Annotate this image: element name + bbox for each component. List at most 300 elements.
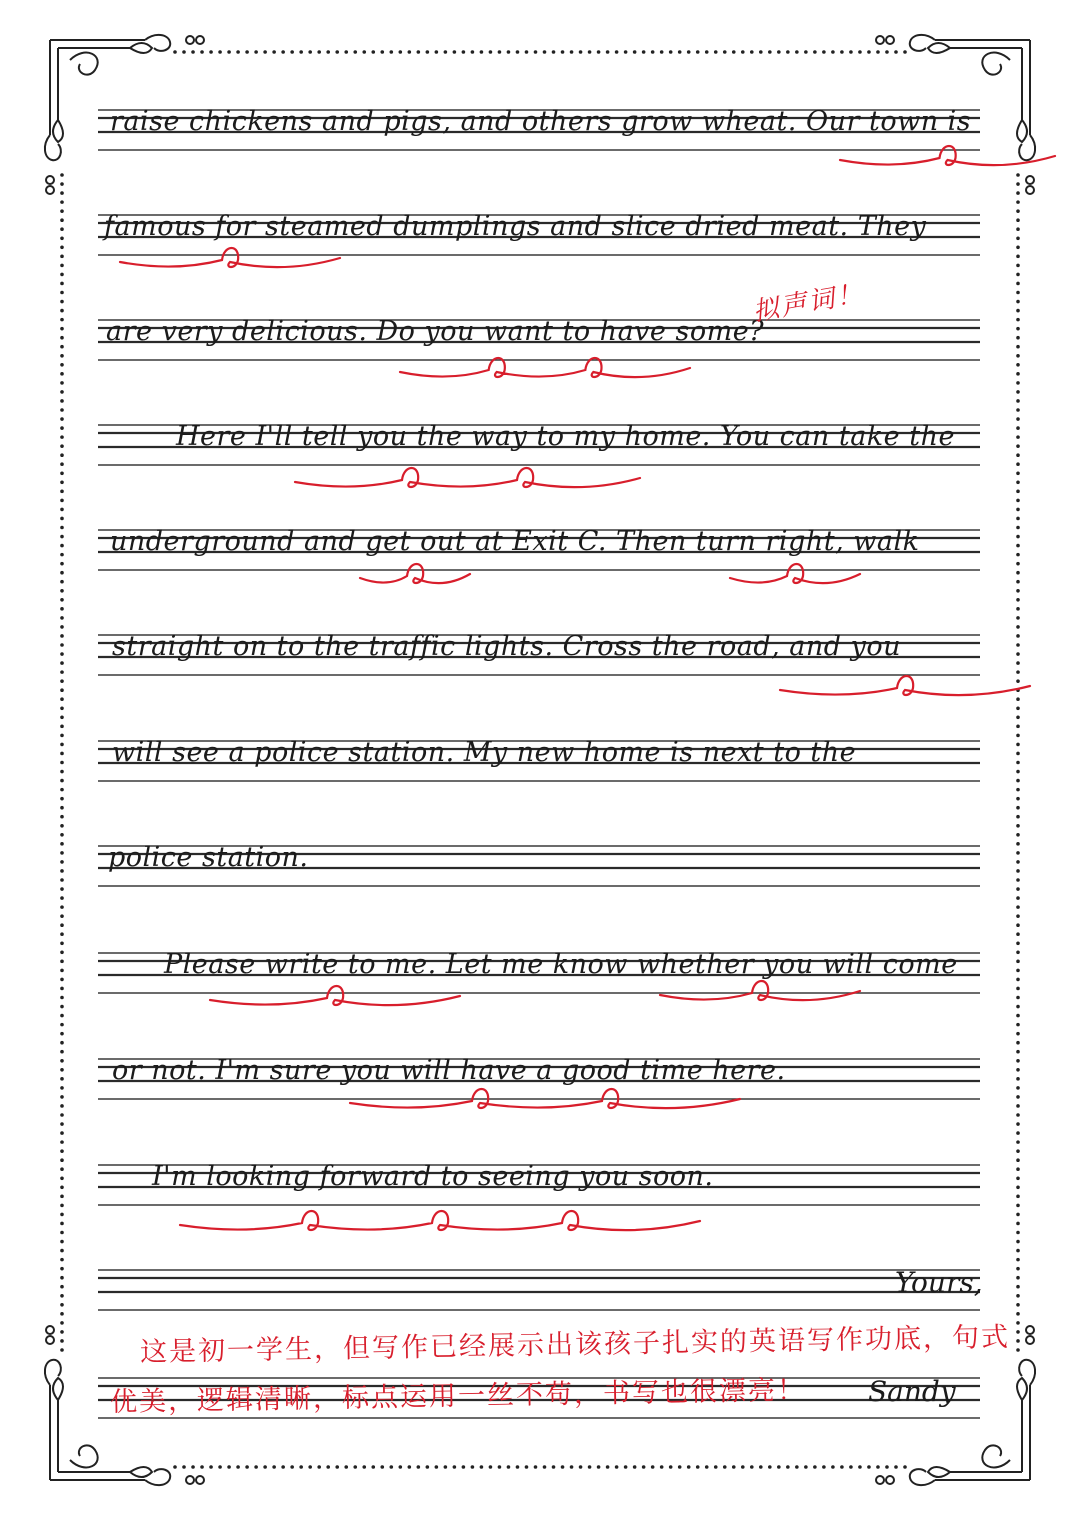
border-dot — [1016, 435, 1020, 439]
border-dot — [209, 1465, 213, 1469]
border-dot — [60, 453, 64, 457]
ornament-ring — [1026, 186, 1034, 194]
border-dot — [399, 50, 403, 54]
border-dot — [60, 508, 64, 512]
border-dot — [389, 1465, 393, 1469]
border-dot — [60, 562, 64, 566]
border-dot — [732, 1465, 736, 1469]
border-dot — [60, 399, 64, 403]
border-dot — [1016, 1023, 1020, 1027]
border-dot — [1016, 1149, 1020, 1153]
border-dot — [480, 50, 484, 54]
border-dot — [1016, 508, 1020, 512]
border-dot — [489, 50, 493, 54]
border-dot — [552, 1465, 556, 1469]
red-correction-underline — [120, 248, 340, 267]
ornament-ring — [186, 1476, 194, 1484]
border-dot — [642, 50, 646, 54]
border-dot — [1016, 1077, 1020, 1081]
border-dot — [344, 1465, 348, 1469]
letter-line: raise chickens and pigs, and others grow wheat. Our town is — [110, 106, 972, 137]
border-dot — [543, 50, 547, 54]
border-dot — [795, 50, 799, 54]
border-dot — [570, 50, 574, 54]
border-dot — [723, 50, 727, 54]
border-dot — [60, 914, 64, 918]
border-dot — [669, 1465, 673, 1469]
border-dot — [1016, 345, 1020, 349]
border-dot — [1016, 842, 1020, 846]
border-dot — [885, 50, 889, 54]
border-dot — [588, 1465, 592, 1469]
border-dot — [335, 1465, 339, 1469]
border-dot — [507, 50, 511, 54]
border-dot — [60, 435, 64, 439]
border-dot — [60, 1068, 64, 1072]
border-dot — [813, 1465, 817, 1469]
border-dot — [1016, 1032, 1020, 1036]
border-dot — [60, 345, 64, 349]
border-dot — [1016, 1131, 1020, 1135]
border-dot — [1016, 462, 1020, 466]
border-dot — [1016, 860, 1020, 864]
border-dot — [1016, 1204, 1020, 1208]
border-dot — [281, 50, 285, 54]
border-dot — [60, 589, 64, 593]
border-dot — [858, 1465, 862, 1469]
border-dot — [795, 1465, 799, 1469]
border-dot — [60, 905, 64, 909]
border-dot — [1016, 1339, 1020, 1343]
border-dot — [60, 354, 64, 358]
border-dot — [516, 50, 520, 54]
border-dot — [1016, 725, 1020, 729]
border-dot — [1016, 535, 1020, 539]
border-dot — [408, 1465, 412, 1469]
border-dot — [687, 50, 691, 54]
border-dot — [60, 779, 64, 783]
border-dot — [60, 1050, 64, 1054]
border-dot — [60, 1276, 64, 1280]
border-dot — [1016, 806, 1020, 810]
ornament-ring — [46, 1326, 54, 1334]
border-dot — [1016, 797, 1020, 801]
border-dot — [1016, 1249, 1020, 1253]
border-dot — [840, 50, 844, 54]
border-dot — [399, 1465, 403, 1469]
ornament-ring — [886, 1476, 894, 1484]
border-dot — [453, 1465, 457, 1469]
ornament-stroke — [982, 1445, 1010, 1467]
border-dot — [60, 932, 64, 936]
border-dot — [444, 1465, 448, 1469]
border-dot — [687, 1465, 691, 1469]
border-dot — [750, 1465, 754, 1469]
border-dot — [822, 50, 826, 54]
border-dot — [290, 1465, 294, 1469]
border-dot — [678, 50, 682, 54]
border-dot — [1016, 941, 1020, 945]
letter-line: straight on to the traffic lights. Cross the road, and you — [112, 631, 902, 662]
border-dot — [1016, 878, 1020, 882]
border-dot — [426, 1465, 430, 1469]
border-dot — [768, 1465, 772, 1469]
letter-line: are very delicious. Do you want to have some? — [106, 316, 765, 347]
border-dot — [60, 273, 64, 277]
border-dot — [1016, 1095, 1020, 1099]
border-dot — [60, 1131, 64, 1135]
border-dot — [60, 824, 64, 828]
border-dot — [1016, 697, 1020, 701]
letter-closing: Yours, — [895, 1266, 983, 1299]
border-dot — [60, 607, 64, 611]
border-dot — [1016, 987, 1020, 991]
border-dot — [1016, 1050, 1020, 1054]
border-dot — [588, 50, 592, 54]
border-dot — [1016, 1176, 1020, 1180]
red-correction-underline — [840, 146, 1055, 165]
border-dot — [60, 869, 64, 873]
border-dot — [1016, 1222, 1020, 1226]
ornament-ring — [196, 36, 204, 44]
border-dot — [1016, 969, 1020, 973]
border-dot — [831, 50, 835, 54]
border-dot — [1016, 1167, 1020, 1171]
border-dot — [218, 50, 222, 54]
border-dot — [60, 481, 64, 485]
border-dot — [813, 50, 817, 54]
border-dot — [1016, 246, 1020, 250]
border-dot — [60, 336, 64, 340]
ornament-stroke — [70, 1445, 98, 1467]
border-dot — [182, 1465, 186, 1469]
border-dot — [254, 50, 258, 54]
border-dot — [236, 50, 240, 54]
border-dot — [1016, 517, 1020, 521]
border-dot — [60, 1213, 64, 1217]
border-dot — [1016, 191, 1020, 195]
border-dot — [1016, 1005, 1020, 1009]
border-dot — [1016, 408, 1020, 412]
ornament-ring — [46, 1336, 54, 1344]
border-dot — [60, 788, 64, 792]
red-correction-underline — [780, 676, 1030, 695]
border-dot — [786, 50, 790, 54]
border-dot — [326, 1465, 330, 1469]
border-dot — [60, 878, 64, 882]
border-dot — [353, 1465, 357, 1469]
border-dot — [191, 1465, 195, 1469]
border-dot — [498, 50, 502, 54]
border-dot — [552, 50, 556, 54]
border-dot — [60, 309, 64, 313]
border-dot — [60, 978, 64, 982]
border-dot — [60, 1348, 64, 1352]
border-dot — [60, 1059, 64, 1063]
border-dot — [1016, 363, 1020, 367]
border-dot — [1016, 1213, 1020, 1217]
border-dot — [60, 806, 64, 810]
border-dot — [60, 1240, 64, 1244]
teacher-margin-note: 拟声词！ — [750, 278, 867, 328]
border-dot — [1016, 743, 1020, 747]
border-dot — [60, 327, 64, 331]
border-dot — [1016, 255, 1020, 259]
border-dot — [606, 1465, 610, 1469]
border-dot — [254, 1465, 258, 1469]
border-dot — [1016, 399, 1020, 403]
border-dot — [290, 50, 294, 54]
border-dot — [60, 725, 64, 729]
border-dot — [1016, 869, 1020, 873]
border-dot — [696, 50, 700, 54]
border-dot — [1016, 1195, 1020, 1199]
ornament-stroke — [910, 1469, 935, 1485]
ornament-ring — [1026, 1336, 1034, 1344]
border-dot — [1016, 851, 1020, 855]
border-dot — [804, 1465, 808, 1469]
ornament-stroke — [928, 1467, 950, 1477]
border-dot — [389, 50, 393, 54]
border-dot — [867, 1465, 871, 1469]
border-dot — [60, 571, 64, 575]
border-dot — [1016, 1068, 1020, 1072]
border-dot — [759, 1465, 763, 1469]
ornament-ring — [46, 176, 54, 184]
border-dot — [60, 236, 64, 240]
border-dot — [1016, 1186, 1020, 1190]
border-dot — [60, 1285, 64, 1289]
border-dot — [723, 1465, 727, 1469]
border-dot — [1016, 182, 1020, 186]
border-dot — [615, 1465, 619, 1469]
border-dot — [60, 408, 64, 412]
border-dot — [894, 50, 898, 54]
border-dot — [462, 50, 466, 54]
border-dot — [417, 1465, 421, 1469]
border-dot — [1016, 589, 1020, 593]
border-dot — [1016, 372, 1020, 376]
ornament-stroke — [1017, 120, 1027, 142]
border-dot — [1016, 553, 1020, 557]
border-dot — [1016, 1348, 1020, 1352]
border-dot — [1016, 354, 1020, 358]
border-dot — [371, 1465, 375, 1469]
border-dot — [462, 1465, 466, 1469]
border-dot — [60, 580, 64, 584]
border-dot — [60, 426, 64, 430]
border-dot — [60, 1077, 64, 1081]
ornament-ring — [186, 36, 194, 44]
border-dot — [263, 1465, 267, 1469]
border-dot — [543, 1465, 547, 1469]
border-dot — [60, 291, 64, 295]
border-dot — [60, 1104, 64, 1108]
border-dot — [60, 300, 64, 304]
border-dot — [435, 1465, 439, 1469]
letter-line: will see a police station. My new home is next to the — [112, 737, 857, 768]
border-dot — [272, 50, 276, 54]
border-dot — [60, 1321, 64, 1325]
ornament-stroke — [1019, 135, 1035, 160]
border-dot — [60, 923, 64, 927]
border-dot — [858, 50, 862, 54]
border-dot — [1016, 291, 1020, 295]
ornament-stroke — [928, 43, 950, 53]
border-dot — [786, 1465, 790, 1469]
ornament-stroke — [145, 1469, 170, 1485]
border-dot — [60, 960, 64, 964]
ornament-ring — [876, 1476, 884, 1484]
border-dot — [60, 996, 64, 1000]
letter-line: famous for steamed dumplings and slice dried meat. They — [104, 211, 927, 242]
border-dot — [60, 444, 64, 448]
border-dot — [1016, 481, 1020, 485]
border-dot — [471, 50, 475, 54]
border-dot — [705, 1465, 709, 1469]
border-dot — [60, 770, 64, 774]
teacher-remark-line: 这是初一学生，但写作已经展示出该孩子扎实的英语写作功底，句式 — [139, 1321, 1011, 1368]
border-dot — [60, 255, 64, 259]
border-dot — [60, 182, 64, 186]
border-dot — [60, 752, 64, 756]
border-dot — [894, 1465, 898, 1469]
border-dot — [1016, 761, 1020, 765]
border-dot — [60, 887, 64, 891]
border-dot — [60, 842, 64, 846]
border-dot — [741, 50, 745, 54]
border-dot — [60, 191, 64, 195]
border-dot — [60, 1023, 64, 1027]
border-dot — [1016, 471, 1020, 475]
border-dot — [60, 697, 64, 701]
border-dot — [60, 1158, 64, 1162]
border-dot — [60, 625, 64, 629]
border-dot — [60, 1032, 64, 1036]
border-dot — [60, 1249, 64, 1253]
letter-line: I'm looking forward to seeing you soon. — [152, 1161, 714, 1192]
border-dot — [60, 1014, 64, 1018]
ornament-stroke — [982, 53, 1010, 75]
border-dot — [60, 1339, 64, 1343]
border-dot — [1016, 951, 1020, 955]
border-dot — [1016, 381, 1020, 385]
border-dot — [60, 716, 64, 720]
border-dot — [1016, 1267, 1020, 1271]
border-dot — [60, 1267, 64, 1271]
border-dot — [732, 50, 736, 54]
border-dot — [1016, 336, 1020, 340]
border-dot — [1016, 652, 1020, 656]
border-dot — [597, 50, 601, 54]
border-dot — [1016, 426, 1020, 430]
border-dot — [60, 1086, 64, 1090]
border-dot — [1016, 1258, 1020, 1262]
border-dot — [831, 1465, 835, 1469]
border-dot — [1016, 1041, 1020, 1045]
border-dot — [1016, 643, 1020, 647]
border-dot — [1016, 417, 1020, 421]
border-dot — [453, 50, 457, 54]
border-dot — [60, 1149, 64, 1153]
border-dot — [849, 1465, 853, 1469]
border-dot — [299, 1465, 303, 1469]
border-dot — [60, 1204, 64, 1208]
border-dot — [705, 50, 709, 54]
letter-line: underground and get out at Exit C. Then turn right, walk — [110, 526, 920, 557]
border-dot — [60, 815, 64, 819]
red-correction-underline — [730, 564, 860, 583]
ornament-stroke — [1017, 1378, 1027, 1400]
border-dot — [60, 282, 64, 286]
border-dot — [561, 50, 565, 54]
border-dot — [60, 218, 64, 222]
teacher-remark-line: 优美，逻辑清晰，标点运用一丝不苟，书写也很漂亮！ — [109, 1374, 807, 1418]
border-dot — [60, 499, 64, 503]
border-dot — [60, 1140, 64, 1144]
border-dot — [660, 50, 664, 54]
border-dot — [60, 1113, 64, 1117]
border-dot — [1016, 1104, 1020, 1108]
border-dot — [60, 372, 64, 376]
border-dot — [1016, 1113, 1020, 1117]
border-dot — [777, 1465, 781, 1469]
letter-line: Please write to me. Let me know whether you will come — [164, 949, 958, 980]
border-dot — [525, 1465, 529, 1469]
ornament-stroke — [145, 35, 170, 51]
border-dot — [498, 1465, 502, 1469]
red-correction-underline — [210, 986, 460, 1005]
letter-signature: Sandy — [868, 1375, 956, 1408]
border-dot — [60, 553, 64, 557]
ornament-stroke — [70, 53, 98, 75]
border-dot — [885, 1465, 889, 1469]
border-dot — [1016, 1312, 1020, 1316]
border-dot — [299, 50, 303, 54]
border-dot — [218, 1465, 222, 1469]
border-dot — [480, 1465, 484, 1469]
border-dot — [876, 50, 880, 54]
border-dot — [1016, 209, 1020, 213]
border-dot — [1016, 236, 1020, 240]
border-dot — [173, 50, 177, 54]
border-dot — [534, 50, 538, 54]
border-dot — [1016, 1330, 1020, 1334]
border-dot — [60, 734, 64, 738]
border-dot — [60, 227, 64, 231]
border-dot — [651, 50, 655, 54]
border-dot — [60, 833, 64, 837]
ornament-stroke — [53, 1378, 63, 1400]
border-dot — [1016, 499, 1020, 503]
red-correction-underline — [660, 981, 860, 1000]
ornament-stroke — [1019, 1360, 1035, 1385]
border-dot — [876, 1465, 880, 1469]
border-dot — [1016, 490, 1020, 494]
border-dot — [651, 1465, 655, 1469]
border-dot — [615, 50, 619, 54]
border-dot — [1016, 1122, 1020, 1126]
border-dot — [60, 688, 64, 692]
ornament-stroke — [45, 1360, 61, 1385]
border-dot — [867, 50, 871, 54]
border-dot — [173, 1465, 177, 1469]
border-dot — [1016, 824, 1020, 828]
border-dot — [1016, 1014, 1020, 1018]
border-dot — [1016, 788, 1020, 792]
border-dot — [570, 1465, 574, 1469]
border-dot — [60, 1294, 64, 1298]
